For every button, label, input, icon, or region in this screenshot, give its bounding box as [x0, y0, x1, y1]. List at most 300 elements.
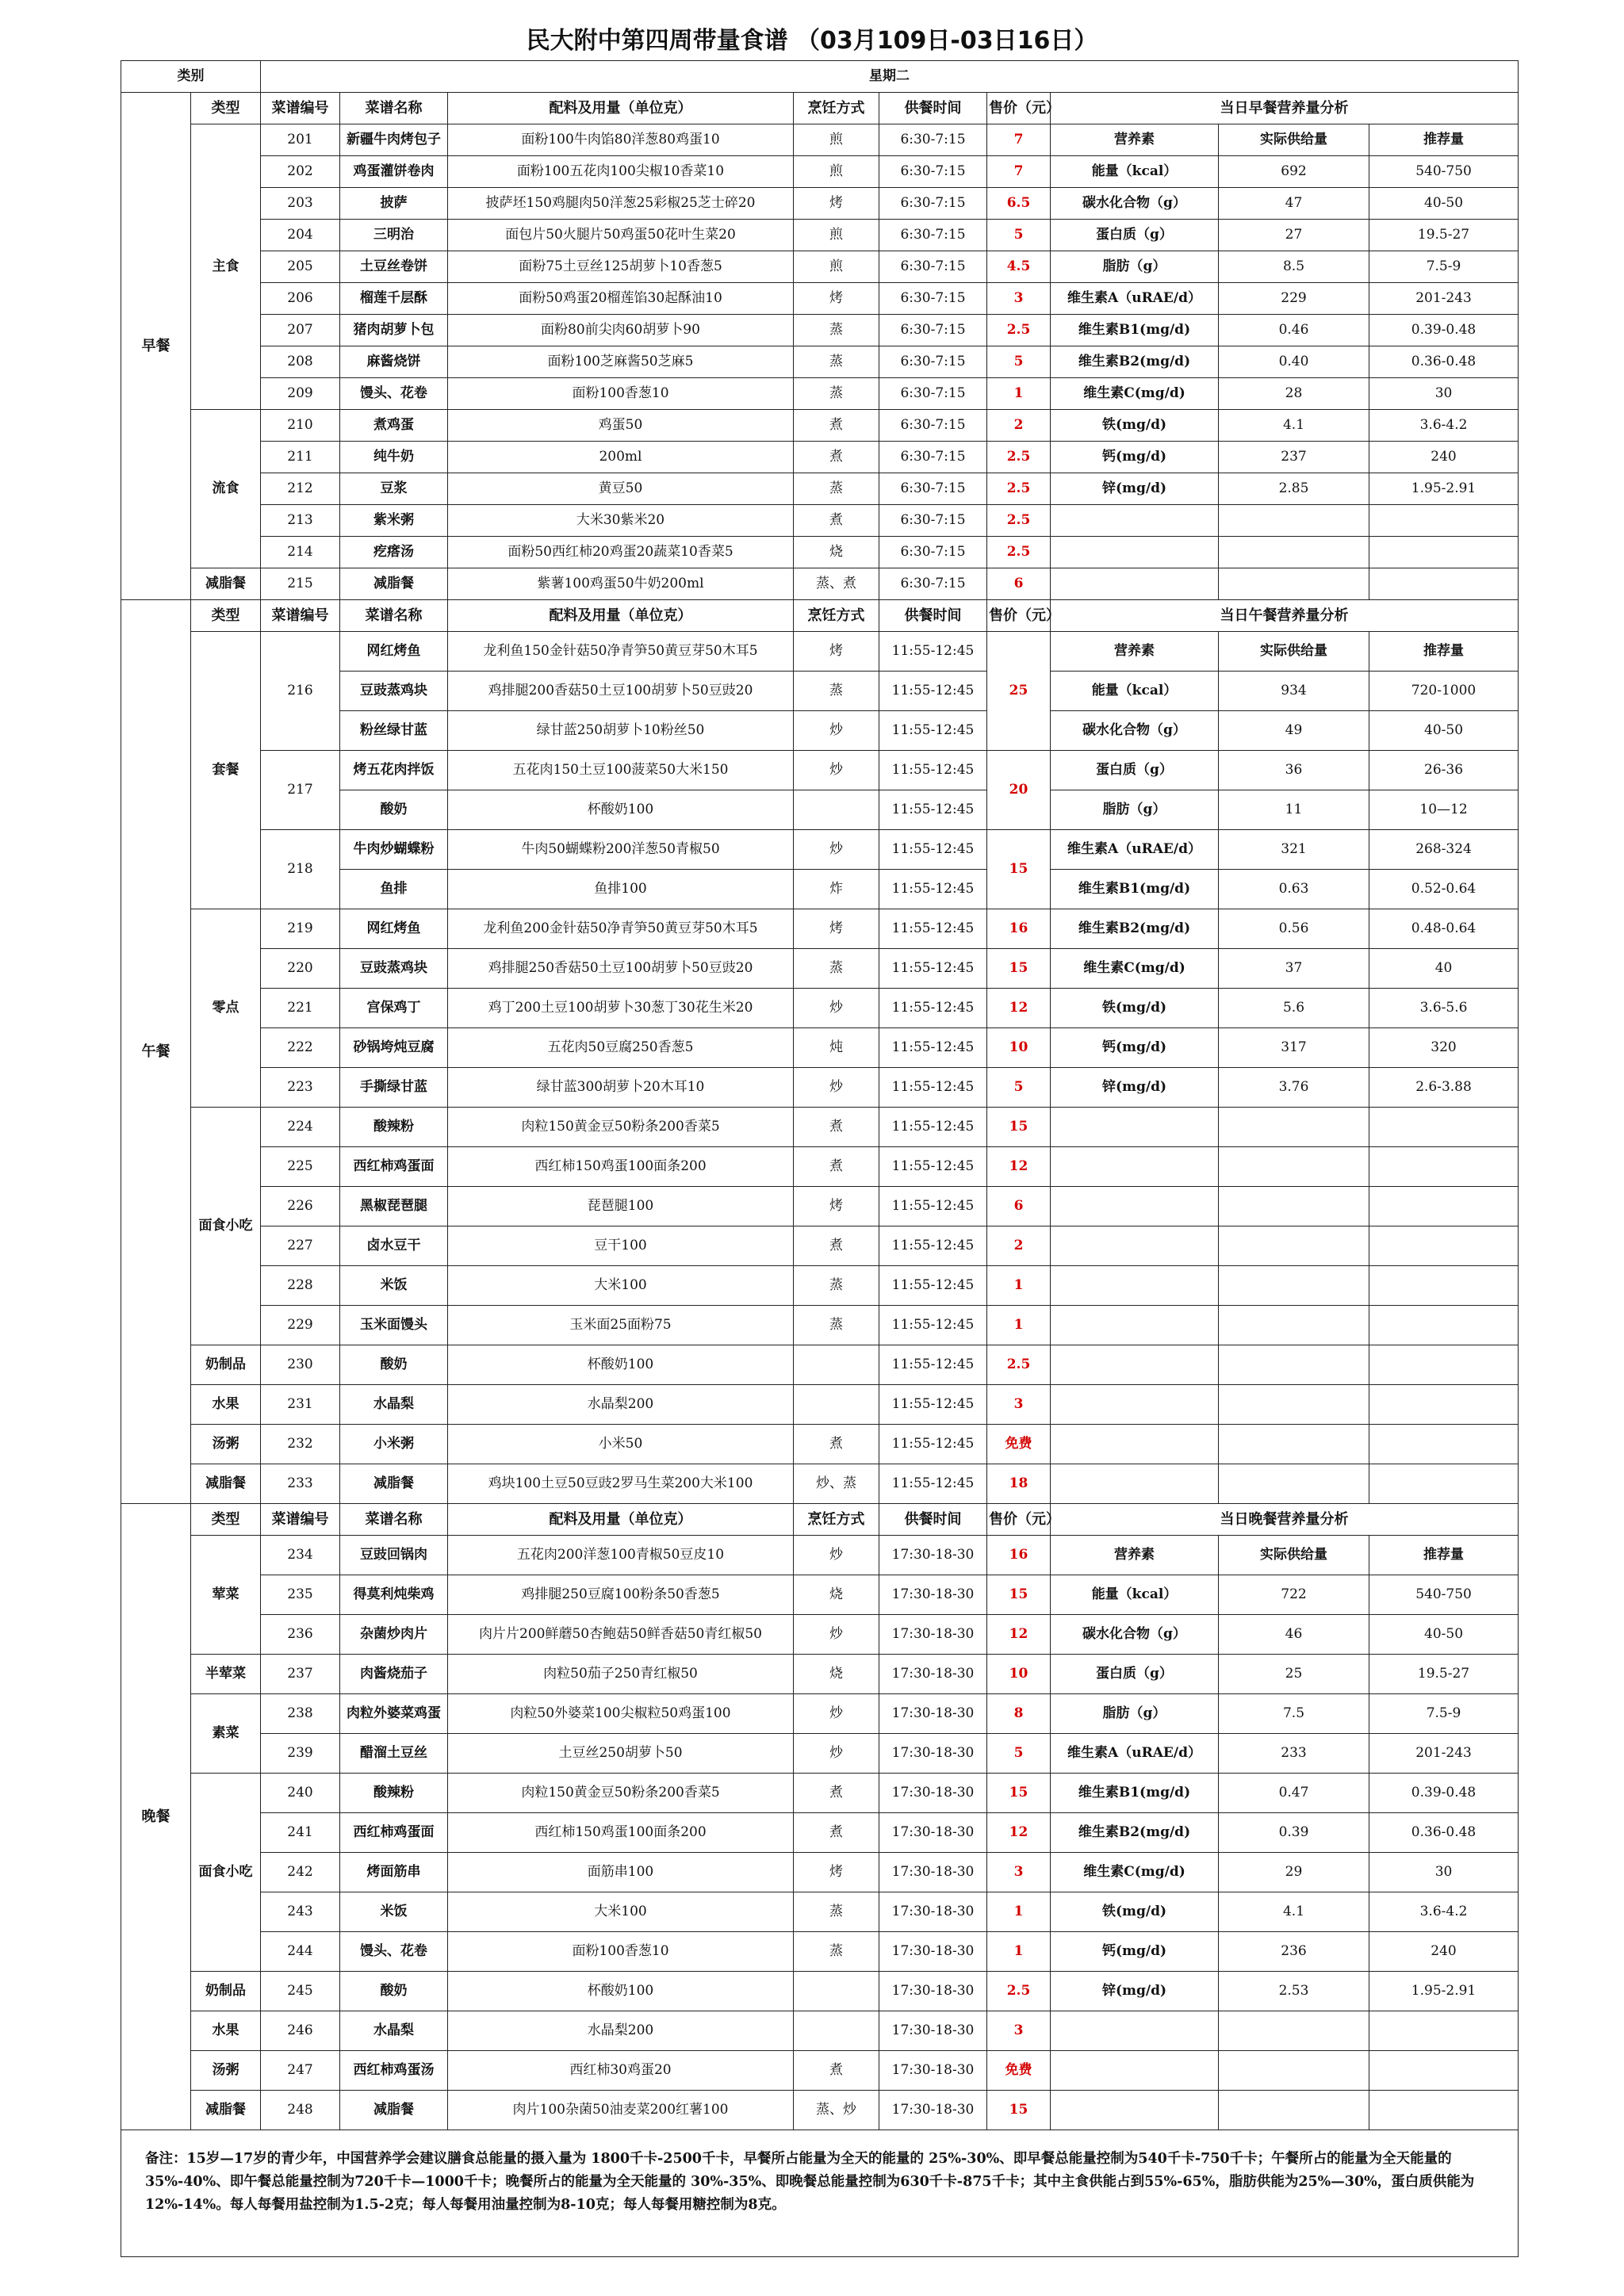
- dish-ingredients: 鸡块100土豆50豆豉2罗马生菜200大米100: [448, 1464, 794, 1504]
- cooking-method: 煮: [794, 1108, 879, 1147]
- dish-code: 210: [261, 410, 340, 442]
- dish-code: 229: [261, 1306, 340, 1345]
- serving-time: 6:30-7:15: [879, 220, 987, 251]
- dish-ingredients: 杯酸奶100: [448, 790, 794, 830]
- cooking-method: 煮: [794, 1774, 879, 1813]
- dish-name: 烤面筋串: [340, 1853, 448, 1892]
- dish-name: 三明治: [340, 220, 448, 251]
- nutrient-actual: 5.6: [1219, 989, 1369, 1028]
- day-header: 星期二: [261, 61, 1519, 93]
- dish-code: 223: [261, 1068, 340, 1108]
- nutrient-name: 能量（kcal）: [1051, 1575, 1219, 1615]
- col-price: 售价（元）: [987, 600, 1051, 632]
- menu-item-row: [121, 473, 1519, 505]
- dish-price: 10: [987, 1028, 1051, 1068]
- nutrient-name: 脂肪（g）: [1051, 1694, 1219, 1734]
- empty-cell: [1219, 2091, 1369, 2130]
- dish-ingredients: 水晶梨200: [448, 2011, 794, 2051]
- nutrient-name: 碳水化合物（g）: [1051, 711, 1219, 751]
- dish-price: 1: [987, 1306, 1051, 1345]
- cooking-method: 蒸、煮: [794, 568, 879, 600]
- dish-name: 水晶梨: [340, 2011, 448, 2051]
- dish-name: 西红柿鸡蛋汤: [340, 2051, 448, 2091]
- dish-price: 15: [987, 1575, 1051, 1615]
- dish-ingredients: 西红柿150鸡蛋100面条200: [448, 1147, 794, 1187]
- menu-item-row: [121, 315, 1519, 346]
- col-code: 菜谱编号: [261, 1504, 340, 1536]
- dish-code: 203: [261, 188, 340, 220]
- cooking-method: 煮: [794, 2051, 879, 2091]
- dish-code: 225: [261, 1147, 340, 1187]
- nutrient-actual: 0.46: [1219, 315, 1369, 346]
- nutrient-name: 维生素B2(mg/d): [1051, 1813, 1219, 1853]
- empty-cell: [1219, 1187, 1369, 1226]
- dish-name: 黑椒琵琶腿: [340, 1187, 448, 1226]
- dish-ingredients: 面包片50火腿片50鸡蛋50花叶生菜20: [448, 220, 794, 251]
- dish-code: 242: [261, 1853, 340, 1892]
- empty-cell: [1219, 1345, 1369, 1385]
- nutrient-recommended: 240: [1369, 442, 1519, 473]
- category-type: 汤粥: [191, 2051, 261, 2091]
- dish-code: 248: [261, 2091, 340, 2130]
- menu-item-row: [121, 949, 1519, 989]
- nutrient-recommended: 30: [1369, 1853, 1519, 1892]
- empty-cell: [1369, 1425, 1519, 1464]
- dish-ingredients: 肉片片200鲜蘑50杏鲍菇50鲜香菇50青红椒50: [448, 1615, 794, 1655]
- nutrient-name: 维生素C(mg/d): [1051, 378, 1219, 410]
- cooking-method: 蒸: [794, 473, 879, 505]
- serving-time: 11:55-12:45: [879, 711, 987, 751]
- col-code: 菜谱编号: [261, 93, 340, 124]
- menu-item-row: [121, 1147, 1519, 1187]
- category-type: 流食: [191, 410, 261, 568]
- actual-header: 实际供给量: [1219, 632, 1369, 672]
- dish-name: 酸奶: [340, 1345, 448, 1385]
- dish-code: 215: [261, 568, 340, 600]
- serving-time: 17:30-18-30: [879, 1734, 987, 1774]
- menu-item-row: [121, 1536, 1519, 1575]
- cooking-method: 烤: [794, 1187, 879, 1226]
- nutrient-recommended: 7.5-9: [1369, 1694, 1519, 1734]
- dish-name: 米饭: [340, 1266, 448, 1306]
- nutrient-recommended: 7.5-9: [1369, 251, 1519, 283]
- dish-ingredients: 西红柿150鸡蛋100面条200: [448, 1813, 794, 1853]
- dish-name: 网红烤鱼: [340, 909, 448, 949]
- dish-ingredients: 豆干100: [448, 1226, 794, 1266]
- dish-price: 免费: [987, 2051, 1051, 2091]
- dish-ingredients: 水晶梨200: [448, 1385, 794, 1425]
- empty-cell: [1369, 1147, 1519, 1187]
- dish-ingredients: 面粉100香葱10: [448, 1932, 794, 1972]
- recommended-header: 推荐量: [1369, 632, 1519, 672]
- cooking-method: 炸: [794, 870, 879, 909]
- nutrient-actual: 4.1: [1219, 410, 1369, 442]
- cooking-method: 蒸: [794, 315, 879, 346]
- empty-cell: [1369, 1306, 1519, 1345]
- serving-time: 6:30-7:15: [879, 378, 987, 410]
- meal-label: 早餐: [121, 93, 191, 600]
- dish-code: 204: [261, 220, 340, 251]
- serving-time: 11:55-12:45: [879, 672, 987, 711]
- nutrient-recommended: 2.6-3.88: [1369, 1068, 1519, 1108]
- dish-price: 2: [987, 410, 1051, 442]
- cooking-method: 煮: [794, 505, 879, 537]
- serving-time: 17:30-18-30: [879, 2051, 987, 2091]
- dish-code: 205: [261, 251, 340, 283]
- nutrient-recommended: 320: [1369, 1028, 1519, 1068]
- dish-ingredients: 披萨坯150鸡腿肉50洋葱25彩椒25芝士碎20: [448, 188, 794, 220]
- nutrient-recommended: 40: [1369, 949, 1519, 989]
- dish-name: 酸辣粉: [340, 1774, 448, 1813]
- serving-time: 17:30-18-30: [879, 2091, 987, 2130]
- dish-code: 206: [261, 283, 340, 315]
- empty-cell: [1051, 1464, 1219, 1504]
- menu-item-row: [121, 442, 1519, 473]
- nutrient-recommended: 40-50: [1369, 188, 1519, 220]
- serving-time: 17:30-18-30: [879, 2011, 987, 2051]
- dish-name: 豆豉回锅肉: [340, 1536, 448, 1575]
- dish-ingredients: 肉粒150黄金豆50粉条200香菜5: [448, 1774, 794, 1813]
- serving-time: 11:55-12:45: [879, 1108, 987, 1147]
- dish-name: 网红烤鱼: [340, 632, 448, 672]
- nutrient-actual: 321: [1219, 830, 1369, 870]
- dish-code: 247: [261, 2051, 340, 2091]
- serving-time: 11:55-12:45: [879, 1385, 987, 1425]
- dish-ingredients: 龙利鱼150金针菇50净青笋50黄豆芽50木耳5: [448, 632, 794, 672]
- dish-code: 234: [261, 1536, 340, 1575]
- dish-name: 玉米面馒头: [340, 1306, 448, 1345]
- dish-code: 220: [261, 949, 340, 989]
- dish-name: 宫保鸡丁: [340, 989, 448, 1028]
- menu-item-row: [121, 251, 1519, 283]
- menu-item-row: [121, 1385, 1519, 1425]
- dish-ingredients: 五花肉200洋葱100青椒50豆皮10: [448, 1536, 794, 1575]
- empty-cell: [1051, 2091, 1219, 2130]
- dish-name: 猪肉胡萝卜包: [340, 315, 448, 346]
- cooking-method: 烤: [794, 909, 879, 949]
- serving-time: 17:30-18-30: [879, 1972, 987, 2011]
- nutrient-recommended: 0.48-0.64: [1369, 909, 1519, 949]
- dish-price: 2.5: [987, 1345, 1051, 1385]
- nutrient-header: 营养素: [1051, 124, 1219, 156]
- nutrient-actual: 28: [1219, 378, 1369, 410]
- nutrient-recommended: 40-50: [1369, 711, 1519, 751]
- nutrient-name: 蛋白质（g）: [1051, 751, 1219, 790]
- dish-ingredients: 面粉80前尖肉60胡萝卜90: [448, 315, 794, 346]
- category-type: 水果: [191, 1385, 261, 1425]
- serving-time: 6:30-7:15: [879, 442, 987, 473]
- dish-ingredients: 大米100: [448, 1266, 794, 1306]
- menu-item-row: [121, 346, 1519, 378]
- serving-time: 11:55-12:45: [879, 1345, 987, 1385]
- dish-code: 218: [261, 830, 340, 909]
- nutrient-recommended: 19.5-27: [1369, 1655, 1519, 1694]
- empty-cell: [1219, 2011, 1369, 2051]
- category-type: 荤菜: [191, 1536, 261, 1655]
- nutrient-name: 维生素A（uRAE/d）: [1051, 830, 1219, 870]
- menu-item-row: [121, 568, 1519, 600]
- dish-price: 3: [987, 1853, 1051, 1892]
- serving-time: 6:30-7:15: [879, 188, 987, 220]
- serving-time: 11:55-12:45: [879, 751, 987, 790]
- empty-cell: [1051, 1345, 1219, 1385]
- dish-name: 减脂餐: [340, 2091, 448, 2130]
- dish-code: 222: [261, 1028, 340, 1068]
- actual-header: 实际供给量: [1219, 124, 1369, 156]
- col-name: 菜谱名称: [340, 600, 448, 632]
- cooking-method: 煮: [794, 1813, 879, 1853]
- empty-cell: [1219, 1464, 1369, 1504]
- empty-cell: [1051, 1385, 1219, 1425]
- serving-time: 6:30-7:15: [879, 156, 987, 188]
- empty-cell: [1051, 1187, 1219, 1226]
- category-type: 半荤菜: [191, 1655, 261, 1694]
- dish-ingredients: 面粉100芝麻酱50芝麻5: [448, 346, 794, 378]
- dish-price: 25: [987, 632, 1051, 751]
- cooking-method: 烤: [794, 188, 879, 220]
- nutrient-recommended: 201-243: [1369, 1734, 1519, 1774]
- nutrient-actual: 237: [1219, 442, 1369, 473]
- dish-price: 12: [987, 989, 1051, 1028]
- menu-item-row: [121, 1266, 1519, 1306]
- nutrient-actual: 0.56: [1219, 909, 1369, 949]
- serving-time: 11:55-12:45: [879, 870, 987, 909]
- nutrient-actual: 46: [1219, 1615, 1369, 1655]
- dish-price: 6.5: [987, 188, 1051, 220]
- dish-code: 236: [261, 1615, 340, 1655]
- nutrient-recommended: 3.6-4.2: [1369, 1892, 1519, 1932]
- nutrient-actual: 233: [1219, 1734, 1369, 1774]
- cooking-method: 蒸: [794, 378, 879, 410]
- nutrient-actual: 7.5: [1219, 1694, 1369, 1734]
- empty-cell: [1219, 1266, 1369, 1306]
- cooking-method: 煎: [794, 156, 879, 188]
- serving-time: 17:30-18-30: [879, 1536, 987, 1575]
- nutrient-actual: 722: [1219, 1575, 1369, 1615]
- dish-ingredients: 西红柿30鸡蛋20: [448, 2051, 794, 2091]
- nutrient-recommended: 0.36-0.48: [1369, 346, 1519, 378]
- dish-name: 卤水豆干: [340, 1226, 448, 1266]
- nutrient-actual: 692: [1219, 156, 1369, 188]
- nutrient-recommended: 40-50: [1369, 1615, 1519, 1655]
- dish-price: 6: [987, 568, 1051, 600]
- category-type: 奶制品: [191, 1972, 261, 2011]
- cooking-method: 蒸: [794, 1306, 879, 1345]
- dish-code: 227: [261, 1226, 340, 1266]
- dish-code: 208: [261, 346, 340, 378]
- dish-name: 酸辣粉: [340, 1108, 448, 1147]
- serving-time: 6:30-7:15: [879, 124, 987, 156]
- cooking-method: 煮: [794, 1226, 879, 1266]
- category-type: 零点: [191, 909, 261, 1108]
- nutrient-header: 营养素: [1051, 1536, 1219, 1575]
- nutrient-name: 能量（kcal）: [1051, 672, 1219, 711]
- serving-time: 17:30-18-30: [879, 1655, 987, 1694]
- category-type: 减脂餐: [191, 568, 261, 600]
- menu-item-row: [121, 1068, 1519, 1108]
- meal-label: 晚餐: [121, 1504, 191, 2130]
- empty-cell: [1051, 537, 1219, 568]
- empty-cell: [1219, 2051, 1369, 2091]
- serving-time: 11:55-12:45: [879, 1068, 987, 1108]
- serving-time: 6:30-7:15: [879, 283, 987, 315]
- dish-price: 2.5: [987, 473, 1051, 505]
- nutrient-actual: 36: [1219, 751, 1369, 790]
- nutrient-actual: 11: [1219, 790, 1369, 830]
- serving-time: 11:55-12:45: [879, 1425, 987, 1464]
- dish-name: 手撕绿甘蓝: [340, 1068, 448, 1108]
- cooking-method: 蒸: [794, 1932, 879, 1972]
- dish-code: 226: [261, 1187, 340, 1226]
- dish-code: 240: [261, 1774, 340, 1813]
- dish-ingredients: 面粉50鸡蛋20榴莲馅30起酥油10: [448, 283, 794, 315]
- dish-price: 1: [987, 1266, 1051, 1306]
- serving-time: 11:55-12:45: [879, 1464, 987, 1504]
- empty-cell: [1369, 2051, 1519, 2091]
- empty-cell: [1051, 1147, 1219, 1187]
- dish-code: 244: [261, 1932, 340, 1972]
- serving-time: 17:30-18-30: [879, 1853, 987, 1892]
- dish-name: 得莫利炖柴鸡: [340, 1575, 448, 1615]
- nutrient-recommended: 201-243: [1369, 283, 1519, 315]
- menu-item-row: [121, 2091, 1519, 2130]
- dish-name: 西红柿鸡蛋面: [340, 1147, 448, 1187]
- serving-time: 11:55-12:45: [879, 1266, 987, 1306]
- menu-table: [121, 60, 1519, 2257]
- col-ingredients: 配料及用量（单位克）: [448, 1504, 794, 1536]
- serving-time: 11:55-12:45: [879, 1028, 987, 1068]
- dish-code: 217: [261, 751, 340, 830]
- nutrient-name: 维生素B2(mg/d): [1051, 346, 1219, 378]
- dish-price: 1: [987, 1932, 1051, 1972]
- empty-cell: [1219, 1147, 1369, 1187]
- dish-ingredients: 面筋串100: [448, 1853, 794, 1892]
- dish-price: 2.5: [987, 505, 1051, 537]
- nutrient-actual: 47: [1219, 188, 1369, 220]
- category-header: 类别: [121, 61, 261, 93]
- cooking-method: 炒、蒸: [794, 1464, 879, 1504]
- footnote: 备注：15岁—17岁的青少年，中国营养学会建议膳食总能量的摄入量为 1800千卡-2500千卡，早餐所占能量为全天的能量的 25%-30%、即早餐总能量控制为540千卡-750千卡；午餐所占的能量为全天能量的35%-40%、即午餐总能量控制为720千卡—1000千卡；晚餐所占的能量为全天能量的 30%-35%、即晚餐总能量控制为630千卡-875千卡；其中主食供能占到55%-65%，脂肪供能为25%—30%，蛋白质供能为12%-14%。每人每餐用盐控制为1.5-2克；每人每餐用油量控制为8-10克；每人每餐用糖控制为8克。: [121, 2130, 1519, 2257]
- dish-code: 239: [261, 1734, 340, 1774]
- dish-name: 西红柿鸡蛋面: [340, 1813, 448, 1853]
- dish-name: 水晶梨: [340, 1385, 448, 1425]
- empty-cell: [1051, 1266, 1219, 1306]
- col-price: 售价（元）: [987, 1504, 1051, 1536]
- dish-price: 20: [987, 751, 1051, 830]
- category-type: 面食小吃: [191, 1774, 261, 1972]
- menu-item-row: [121, 1028, 1519, 1068]
- dish-code: 246: [261, 2011, 340, 2051]
- nutrition-analysis-title: 当日早餐营养量分析: [1051, 93, 1519, 124]
- serving-time: 6:30-7:15: [879, 568, 987, 600]
- dish-name: 牛肉炒蝴蝶粉: [340, 830, 448, 870]
- category-type: 素菜: [191, 1694, 261, 1774]
- nutrient-name: 维生素B1(mg/d): [1051, 870, 1219, 909]
- col-time: 供餐时间: [879, 600, 987, 632]
- menu-item-row: [121, 124, 1519, 156]
- nutrient-actual: 0.40: [1219, 346, 1369, 378]
- serving-time: 11:55-12:45: [879, 830, 987, 870]
- serving-time: 6:30-7:15: [879, 473, 987, 505]
- nutrient-recommended: 30: [1369, 378, 1519, 410]
- dish-price: 2.5: [987, 442, 1051, 473]
- dish-name: 鱼排: [340, 870, 448, 909]
- menu-item-row: [121, 1734, 1519, 1774]
- dish-name: 麻酱烧饼: [340, 346, 448, 378]
- dish-price: 5: [987, 220, 1051, 251]
- menu-item-row: [121, 1892, 1519, 1932]
- serving-time: 11:55-12:45: [879, 1306, 987, 1345]
- cooking-method: 煮: [794, 1425, 879, 1464]
- serving-time: 6:30-7:15: [879, 251, 987, 283]
- nutrient-name: 脂肪（g）: [1051, 790, 1219, 830]
- cooking-method: 炒: [794, 1536, 879, 1575]
- dish-price: 1: [987, 378, 1051, 410]
- nutrient-actual: 4.1: [1219, 1892, 1369, 1932]
- dish-code: 235: [261, 1575, 340, 1615]
- dish-code: 231: [261, 1385, 340, 1425]
- dish-name: 疙瘩汤: [340, 537, 448, 568]
- dish-ingredients: 紫薯100鸡蛋50牛奶200ml: [448, 568, 794, 600]
- dish-ingredients: 黄豆50: [448, 473, 794, 505]
- top-header-row: [121, 61, 1519, 93]
- dish-price: 15: [987, 1774, 1051, 1813]
- nutrient-actual: 37: [1219, 949, 1369, 989]
- menu-item-row: [121, 632, 1519, 672]
- menu-item-row: [121, 751, 1519, 790]
- nutrient-name: 锌(mg/d): [1051, 473, 1219, 505]
- dish-price: 18: [987, 1464, 1051, 1504]
- cooking-method: [794, 1972, 879, 2011]
- dish-name: 小米粥: [340, 1425, 448, 1464]
- nutrient-name: 蛋白质（g）: [1051, 1655, 1219, 1694]
- empty-cell: [1219, 1385, 1369, 1425]
- cooking-method: 炒: [794, 1694, 879, 1734]
- empty-cell: [1369, 1464, 1519, 1504]
- dish-price: 15: [987, 1108, 1051, 1147]
- dish-ingredients: 绿甘蓝250胡萝卜10粉丝50: [448, 711, 794, 751]
- serving-time: 11:55-12:45: [879, 989, 987, 1028]
- dish-price: 2.5: [987, 315, 1051, 346]
- menu-item-row: [121, 1813, 1519, 1853]
- col-ingredients: 配料及用量（单位克）: [448, 93, 794, 124]
- serving-time: 11:55-12:45: [879, 1147, 987, 1187]
- cooking-method: 炒: [794, 989, 879, 1028]
- nutrient-name: 钙(mg/d): [1051, 442, 1219, 473]
- menu-item-row: [121, 505, 1519, 537]
- nutrient-name: 铁(mg/d): [1051, 1892, 1219, 1932]
- serving-time: 11:55-12:45: [879, 909, 987, 949]
- serving-time: 17:30-18-30: [879, 1774, 987, 1813]
- nutrient-recommended: 0.39-0.48: [1369, 1774, 1519, 1813]
- cooking-method: [794, 1385, 879, 1425]
- cooking-method: 蒸、炒: [794, 2091, 879, 2130]
- empty-cell: [1051, 568, 1219, 600]
- nutrient-actual: 229: [1219, 283, 1369, 315]
- nutrient-name: 能量（kcal）: [1051, 156, 1219, 188]
- dish-code: 219: [261, 909, 340, 949]
- menu-item-row: [121, 1108, 1519, 1147]
- empty-cell: [1369, 1187, 1519, 1226]
- menu-item-row: [121, 1694, 1519, 1734]
- nutrient-name: 碳水化合物（g）: [1051, 188, 1219, 220]
- dish-ingredients: 200ml: [448, 442, 794, 473]
- dish-ingredients: 五花肉50豆腐250香葱5: [448, 1028, 794, 1068]
- dish-price: 免费: [987, 1425, 1051, 1464]
- dish-price: 1: [987, 1892, 1051, 1932]
- empty-cell: [1219, 1306, 1369, 1345]
- dish-code: 201: [261, 124, 340, 156]
